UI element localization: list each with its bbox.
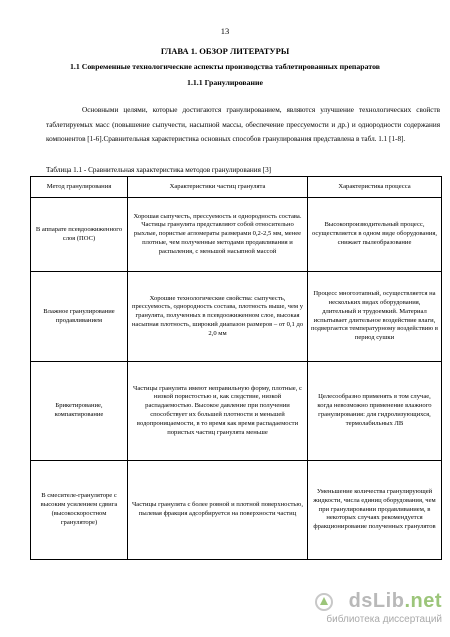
cell-method: Влажное гранулирование продавливанием: [31, 272, 128, 362]
subsection-title: 1.1.1 Гранулирование: [187, 78, 263, 87]
watermark-logo-tld: .net: [404, 590, 442, 612]
cell-particles: Хорошие технологические свойства: сыпучесть, прессуемость, однородность состава, плотность выше, чем у гранулята, полученных в псевдоожиженном слое, высокая насыпная плотность, широкий диапазон размеров – от 0,1 до 2,0 мм: [128, 272, 308, 362]
body-paragraph: [46, 103, 440, 147]
body-paragraph-text: Основными целями, которые достигаются гранулированием, являются улучшение технологических свойств таблетируемых масс (повышение сыпучести, насыпной массы, обеспечение прессуемости и др.) и однородности содержания компонентов [1-6].Сравнительная характеристика основных способов гранулирования представлена в табл. 1.1 [1-8].: [46, 106, 440, 143]
section-title: 1.1 Современные технологические аспекты производства таблетированных препаратов: [70, 62, 380, 71]
table-row: [31, 461, 442, 560]
header-method: Метод гранулирования: [31, 177, 128, 198]
table-row: [31, 272, 442, 362]
granulation-table: [30, 176, 442, 560]
table-row: [31, 198, 442, 272]
cell-method: В смесителе-грануляторе с высоким усилением сдвига (высокоскоростном грануляторе): [31, 461, 128, 560]
chapter-title: ГЛАВА 1. ОБЗОР ЛИТЕРАТУРЫ: [160, 46, 290, 56]
cell-process: Целесообразно применять в том случае, когда невозможно применение влажного гранулирования: для гидролизующихся, термолабильных ЛВ: [308, 362, 442, 461]
cell-process: Уменьшение количества гранулирующей жидкости, числа единиц оборудования, чем при гранулировании продавливанием, в некоторых случаях рекомендуется фракционирование полученных гранулятов: [308, 461, 442, 560]
watermark-logo-main: dsLib: [348, 590, 405, 612]
table-caption: Таблица 1.1 - Сравнительная характеристика методов гранулирования [3]: [46, 166, 272, 174]
table-header-row: [31, 177, 442, 198]
page-number: 13: [220, 26, 230, 36]
header-process: Характеристика процесса: [308, 177, 442, 198]
cell-particles: Хорошая сыпучесть, прессуемость и однородность состава. Частицы гранулята представляют собой относительно рыхлые, пористые агломераты размерами 0,2-2,5 мм, менее плотные, чем полученные методами продавливания и распыления, с меньшой насыпной массой: [128, 198, 308, 272]
cell-method: Брикетирование, компактирование: [31, 362, 128, 461]
cell-process: Процесс многоэтапный, осуществляется на нескольких видах оборудования, длительный и трудоемкий. Материал испытывает длительное воздействие влаги, подвергается температурному воздействию в период сушки: [308, 272, 442, 362]
watermark-logo: [349, 590, 442, 613]
cell-method: В аппарате псевдоожиженного слоя (ПОС): [31, 198, 128, 272]
cell-process: Высокопроизводительный процесс, осуществляется в одном виде оборудования, снижает пылеобразование: [308, 198, 442, 272]
cell-particles: Частицы гранулята с более ровной и плотной поверхностью, пылевая фракция адсорбируется на поверхности частиц: [128, 461, 308, 560]
header-particles: Характеристики частиц гранулята: [128, 177, 308, 198]
watermark-subtitle: библиотека диссертаций: [326, 614, 442, 625]
dslib-logo-icon: [314, 592, 334, 612]
table-row: [31, 362, 442, 461]
watermark: [282, 590, 442, 630]
cell-particles: Частицы гранулята имеют неправильную форму, плотные, с низкой пористостью и, как следствие, низкой распадаемостью. Высокое давление при получении способствует их большей плотности и меньшей водопроницаемости, в то время как время распадаемости пористых частиц гранулята меньше: [128, 362, 308, 461]
